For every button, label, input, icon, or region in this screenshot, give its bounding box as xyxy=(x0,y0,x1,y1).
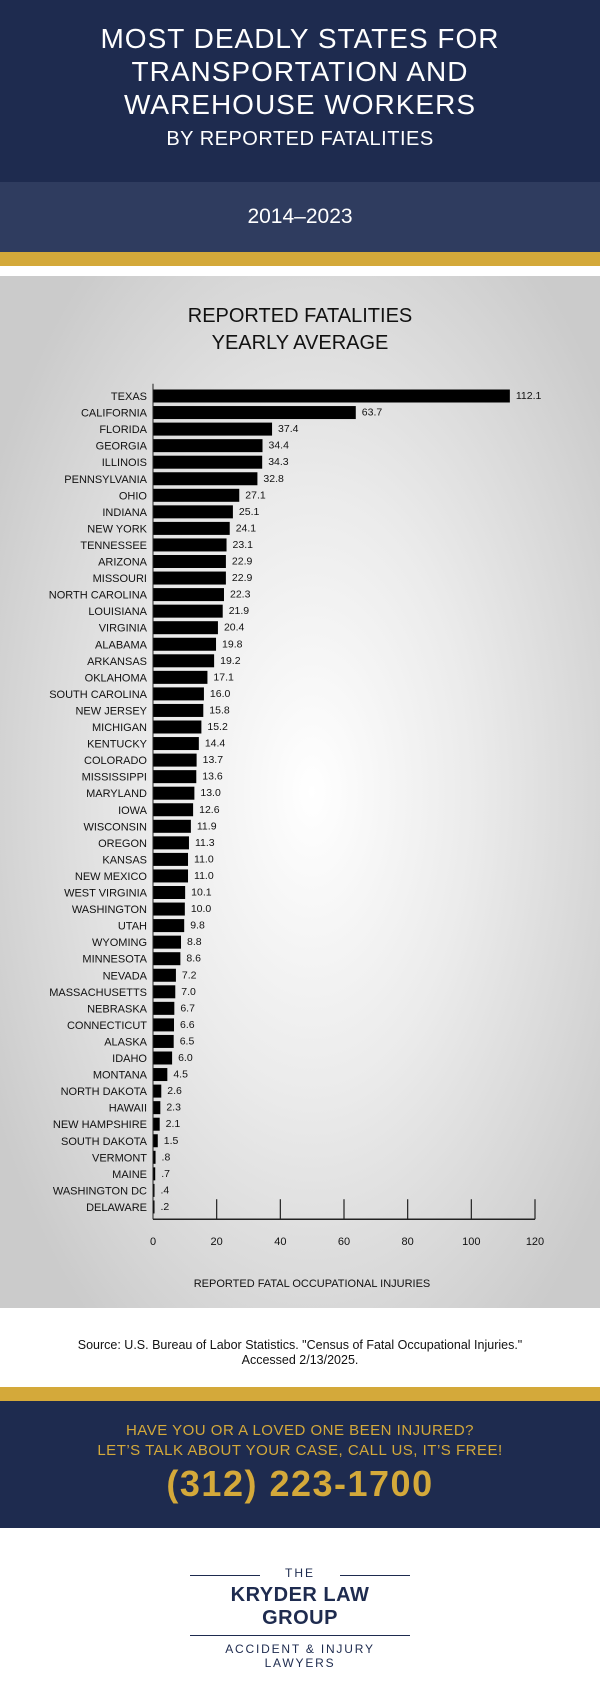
state-label: LOUISIANA xyxy=(88,606,147,619)
call-to-action xyxy=(0,1401,600,1528)
state-label: OHIO xyxy=(118,490,147,503)
state-label: WISCONSIN xyxy=(83,821,147,834)
value-label: 34.4 xyxy=(268,439,289,452)
bar xyxy=(153,1085,161,1098)
cta-line-2: LET’S TALK ABOUT YOUR CASE, CALL US, IT’S FREE! xyxy=(97,1442,503,1459)
value-label: 22.3 xyxy=(229,588,251,601)
chart-title-line-1: REPORTED FATALITIES xyxy=(187,305,413,327)
value-label: 25.1 xyxy=(238,505,260,518)
state-label: VIRGINIA xyxy=(98,622,147,635)
state-label: ALASKA xyxy=(104,1036,147,1049)
state-label: NEW HAMPSHIRE xyxy=(52,1119,147,1132)
state-label: MISSOURI xyxy=(92,573,147,586)
value-label: 2.6 xyxy=(167,1085,182,1098)
state-label: OKLAHOMA xyxy=(84,672,147,685)
title-line-2: TRANSPORTATION AND xyxy=(131,56,469,87)
state-label: DELAWARE xyxy=(86,1201,147,1214)
value-label: 9.8 xyxy=(190,919,205,932)
x-tick-label: 0 xyxy=(149,1236,157,1249)
bar xyxy=(153,439,263,452)
value-label: 19.2 xyxy=(220,654,241,667)
value-label: 24.1 xyxy=(235,522,257,535)
bar xyxy=(153,820,191,833)
value-label: 13.0 xyxy=(200,787,221,800)
title-line-3: WAREHOUSE WORKERS xyxy=(124,89,476,120)
value-label: 2.3 xyxy=(166,1101,181,1114)
value-label: 7.0 xyxy=(181,985,196,998)
state-label: WYOMING xyxy=(92,937,147,950)
bar xyxy=(153,671,207,684)
state-label: FLORIDA xyxy=(99,424,147,437)
value-label: 11.9 xyxy=(196,820,217,833)
value-label: 4.5 xyxy=(173,1068,188,1081)
state-label: VERMONT xyxy=(92,1152,147,1165)
state-label: NEW MEXICO xyxy=(74,870,147,883)
value-label: 1.5 xyxy=(163,1134,179,1147)
bar xyxy=(153,1052,172,1065)
bar xyxy=(153,555,226,568)
bar xyxy=(153,721,201,734)
state-label: ARIZONA xyxy=(98,556,147,569)
chart-panel xyxy=(0,276,600,1308)
bar xyxy=(153,704,203,717)
state-label: SOUTH DAKOTA xyxy=(61,1135,147,1148)
logo-rule-left xyxy=(190,1575,260,1576)
state-label: KANSAS xyxy=(102,854,147,867)
value-label: 16.0 xyxy=(209,687,231,700)
value-label: .8 xyxy=(161,1151,171,1164)
bar xyxy=(153,919,184,932)
gold-divider-top xyxy=(0,252,600,266)
value-label: 17.1 xyxy=(213,671,234,684)
bar xyxy=(153,588,224,601)
bar xyxy=(153,886,185,899)
bar xyxy=(153,505,233,518)
state-label: ARKANSAS xyxy=(87,655,147,668)
value-label: 37.4 xyxy=(278,423,299,436)
value-label: 34.3 xyxy=(268,456,289,469)
state-label: WEST VIRGINIA xyxy=(64,887,147,900)
x-tick-label: 60 xyxy=(337,1236,351,1249)
value-label: 22.9 xyxy=(231,572,253,585)
value-label: 13.6 xyxy=(202,770,223,783)
state-label: IOWA xyxy=(118,804,147,817)
bar xyxy=(153,869,188,882)
state-label: ILLINOIS xyxy=(101,457,147,470)
state-label: NEW YORK xyxy=(87,523,147,536)
state-label: NEVADA xyxy=(102,970,147,983)
x-tick-label: 120 xyxy=(525,1236,545,1249)
bar xyxy=(153,787,194,800)
state-label: UTAH xyxy=(117,920,147,933)
x-tick-label: 100 xyxy=(462,1236,481,1249)
bar xyxy=(153,472,257,485)
state-label: WASHINGTON DC xyxy=(52,1185,147,1198)
state-label: MARYLAND xyxy=(86,788,147,801)
bar xyxy=(153,985,175,998)
value-label: 11.0 xyxy=(194,853,214,866)
logo-rule-right xyxy=(340,1575,410,1576)
value-label: 10.1 xyxy=(191,886,212,899)
state-label: TEXAS xyxy=(110,391,147,403)
state-label: NORTH CAROLINA xyxy=(48,589,147,602)
state-label: CONNECTICUT xyxy=(66,1019,147,1032)
date-range: 2014–2023 xyxy=(247,205,353,228)
bar xyxy=(153,1134,158,1147)
bar xyxy=(153,406,356,419)
state-label: CALIFORNIA xyxy=(80,407,147,420)
value-label: 13.7 xyxy=(202,754,224,767)
value-label: 22.9 xyxy=(231,555,253,568)
value-label: 19.8 xyxy=(222,638,243,651)
bar xyxy=(153,1035,174,1048)
bar xyxy=(153,456,262,469)
value-label: 15.2 xyxy=(207,721,228,733)
value-label: 63.7 xyxy=(361,406,383,419)
bar xyxy=(153,1002,174,1015)
value-label: 12.6 xyxy=(199,803,220,816)
state-label: OREGON xyxy=(98,837,147,850)
bar xyxy=(153,522,230,535)
header-banner xyxy=(0,0,600,182)
bar xyxy=(153,737,199,750)
state-label: NEW JERSEY xyxy=(75,705,147,718)
state-label: PENNSYLVANIA xyxy=(64,473,147,486)
bar xyxy=(153,936,181,949)
phone-number[interactable]: (312) 223-1700 xyxy=(166,1463,434,1504)
bar xyxy=(153,605,223,618)
law-firm-logo xyxy=(190,1566,410,1670)
value-label: 15.8 xyxy=(209,704,230,717)
state-label: MINNESOTA xyxy=(82,953,147,966)
state-label: MONTANA xyxy=(92,1069,147,1082)
value-label: 10.0 xyxy=(190,903,212,916)
source-note: Source: U.S. Bureau of Labor Statistics. "Census of Fatal Occupational Injuries." Accessed 2/13/2025. xyxy=(77,1338,523,1367)
bar xyxy=(153,903,185,916)
bar xyxy=(153,1101,160,1114)
bar xyxy=(153,969,176,982)
chart-title-line-2: YEARLY AVERAGE xyxy=(211,332,389,354)
bar xyxy=(153,853,188,866)
bar xyxy=(153,770,196,783)
bar xyxy=(153,423,272,436)
logo-divider xyxy=(190,1635,410,1636)
logo-the xyxy=(190,1566,410,1580)
state-label: ALABAMA xyxy=(95,639,147,652)
bar xyxy=(153,754,197,767)
bar xyxy=(153,952,180,965)
infographic-title xyxy=(0,22,600,121)
state-label: MISSISSIPPI xyxy=(81,771,147,784)
cta-line-1: HAVE YOU OR A LOVED ONE BEEN INJURED? xyxy=(125,1422,475,1439)
state-label: MASSACHUSETTS xyxy=(49,986,147,999)
date-range-band xyxy=(0,182,600,252)
value-label: 27.1 xyxy=(245,489,266,502)
value-label: 11.3 xyxy=(194,836,215,849)
state-label: INDIANA xyxy=(102,506,147,519)
gold-divider-bottom xyxy=(0,1387,600,1401)
bar xyxy=(153,687,204,700)
value-label: .7 xyxy=(161,1167,170,1180)
state-label: MAINE xyxy=(112,1168,147,1181)
state-label: WASHINGTON xyxy=(71,904,147,917)
x-tick-label: 20 xyxy=(210,1236,223,1249)
bar xyxy=(153,638,216,651)
value-label: .4 xyxy=(160,1184,170,1197)
bar xyxy=(153,621,218,634)
value-label: 6.5 xyxy=(179,1035,195,1048)
value-label: 23.1 xyxy=(232,538,253,551)
bar xyxy=(153,489,239,502)
value-label: 6.7 xyxy=(180,1002,195,1015)
value-label: 32.8 xyxy=(263,472,284,485)
logo-tagline: ACCIDENT & INJURY LAWYERS xyxy=(225,1642,375,1670)
state-label: KENTUCKY xyxy=(87,738,147,751)
state-label: SOUTH CAROLINA xyxy=(49,688,147,701)
x-tick-label: 40 xyxy=(274,1236,287,1249)
bar xyxy=(153,654,214,667)
value-label: 20.4 xyxy=(223,621,245,634)
bar xyxy=(153,803,193,816)
state-label: MICHIGAN xyxy=(92,722,147,734)
title-line-1: MOST DEADLY STATES FOR xyxy=(100,23,500,54)
value-label: 6.6 xyxy=(180,1018,195,1031)
value-label: .2 xyxy=(160,1200,170,1213)
logo-the-text: THE xyxy=(285,1566,315,1580)
state-label: NORTH DAKOTA xyxy=(60,1086,147,1099)
bar xyxy=(153,836,189,849)
value-label: 8.6 xyxy=(186,952,201,965)
value-label: 112.1 xyxy=(515,390,542,402)
state-label: GEORGIA xyxy=(95,440,147,453)
state-label: IDAHO xyxy=(112,1053,147,1065)
value-label: 7.2 xyxy=(181,969,197,982)
value-label: 11.0 xyxy=(194,869,214,882)
bar-chart xyxy=(0,276,600,1308)
x-axis-title: REPORTED FATAL OCCUPATIONAL INJURIES xyxy=(193,1278,431,1291)
bar xyxy=(153,572,226,585)
logo-firm-name: KRYDER LAW GROUP xyxy=(230,1584,370,1629)
x-tick-label: 80 xyxy=(401,1236,414,1249)
bar xyxy=(153,1018,174,1031)
bar xyxy=(153,538,227,551)
infographic-subtitle: BY REPORTED FATALITIES xyxy=(166,128,434,150)
value-label: 2.1 xyxy=(165,1118,181,1131)
value-label: 21.9 xyxy=(228,605,250,618)
state-label: TENNESSEE xyxy=(80,539,147,552)
state-label: COLORADO xyxy=(84,755,147,768)
bar xyxy=(153,390,510,403)
value-label: 6.0 xyxy=(178,1052,193,1064)
state-label: NEBRASKA xyxy=(87,1003,147,1016)
state-label: HAWAII xyxy=(108,1102,147,1115)
value-label: 8.8 xyxy=(187,936,202,949)
bar xyxy=(153,1068,167,1081)
bar xyxy=(153,1118,160,1131)
value-label: 14.4 xyxy=(204,737,226,750)
